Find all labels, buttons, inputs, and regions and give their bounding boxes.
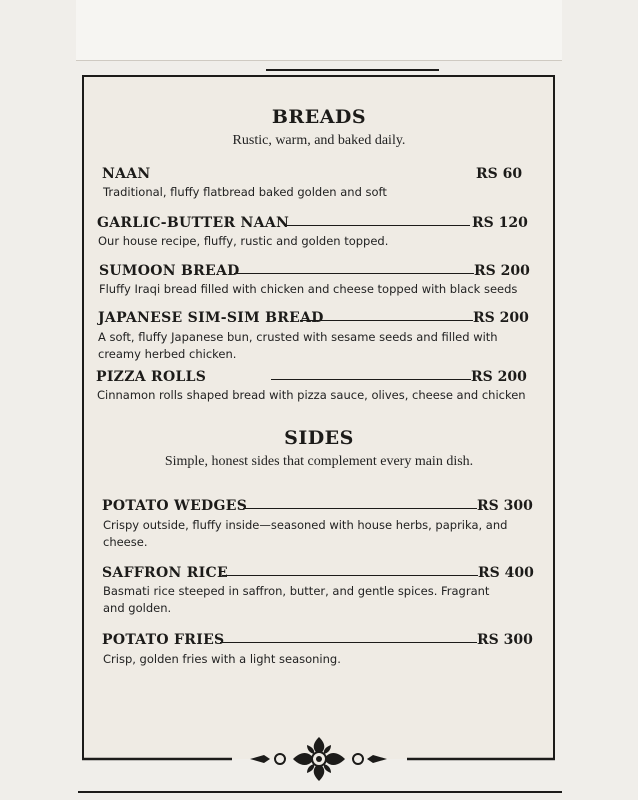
- item-desc-pizza-rolls: Cinnamon rolls shaped bread with pizza sauce, olives, cheese and chicken: [97, 388, 526, 402]
- item-desc-garlic-butter-naan: Our house recipe, fluffy, rustic and golden topped.: [98, 234, 389, 248]
- item-name-potato-fries: POTATO FRIES: [102, 632, 225, 648]
- item-desc-sumoon-bread: Fluffy Iraqi bread filled with chicken and cheese topped with black seeds: [99, 282, 518, 296]
- dot-leader: [300, 320, 473, 321]
- item-price-saffron-rice: RS 400: [478, 565, 534, 581]
- item-desc-potato-fries: Crisp, golden fries with a light seasoning.: [103, 652, 341, 666]
- item-price-potato-wedges: RS 300: [477, 498, 533, 514]
- sides-title: SIDES: [284, 427, 354, 449]
- breads-title: BREADS: [271, 106, 367, 128]
- footer-ornament: [82, 735, 555, 785]
- item-desc-saffron-rice: Basmati rice steeped in saffron, butter, and gentle spices. Fragrant and golden.: [103, 584, 490, 615]
- dot-leader: [243, 508, 477, 509]
- top-divider: [266, 69, 439, 71]
- item-desc-naan: Traditional, fluffy flatbread baked golden and soft: [103, 185, 387, 199]
- item-price-garlic-butter-naan: RS 120: [472, 215, 528, 231]
- item-price-potato-fries: RS 300: [477, 632, 533, 648]
- dot-leader: [234, 273, 474, 274]
- item-name-sumoon-bread: SUMOON BREAD: [99, 263, 240, 279]
- item-name-garlic-butter-naan: GARLIC-BUTTER NAAN: [97, 215, 290, 231]
- item-name-japanese-sim-sim-bread: JAPANESE SIM-SIM BREAD: [98, 310, 324, 326]
- item-desc-potato-wedges: Crispy outside, fluffy inside—seasoned with house herbs, paprika, and cheese.: [103, 518, 508, 549]
- dot-leader: [220, 642, 477, 643]
- bottom-divider: [78, 791, 562, 793]
- item-price-pizza-rolls: RS 200: [471, 369, 527, 385]
- item-name-pizza-rolls: PIZZA ROLLS: [96, 369, 207, 385]
- item-desc-japanese-sim-sim-bread: A soft, fluffy Japanese bun, crusted with sesame seeds and filled with creamy herbed chicken.: [98, 330, 498, 361]
- dot-leader: [284, 225, 470, 226]
- item-price-naan: RS 60: [476, 166, 523, 182]
- item-name-saffron-rice: SAFFRON RICE: [102, 565, 228, 581]
- item-name-potato-wedges: POTATO WEDGES: [102, 498, 248, 514]
- item-price-sumoon-bread: RS 200: [474, 263, 530, 279]
- previous-page-edge: [76, 0, 562, 61]
- dot-leader: [271, 379, 471, 380]
- item-price-japanese-sim-sim-bread: RS 200: [473, 310, 529, 326]
- sides-tagline: Simple, honest sides that complement every main dish.: [164, 454, 474, 469]
- item-name-naan: NAAN: [102, 166, 151, 182]
- dot-leader: [222, 575, 478, 576]
- breads-tagline: Rustic, warm, and baked daily.: [232, 133, 406, 148]
- flourish-icon: [82, 735, 555, 785]
